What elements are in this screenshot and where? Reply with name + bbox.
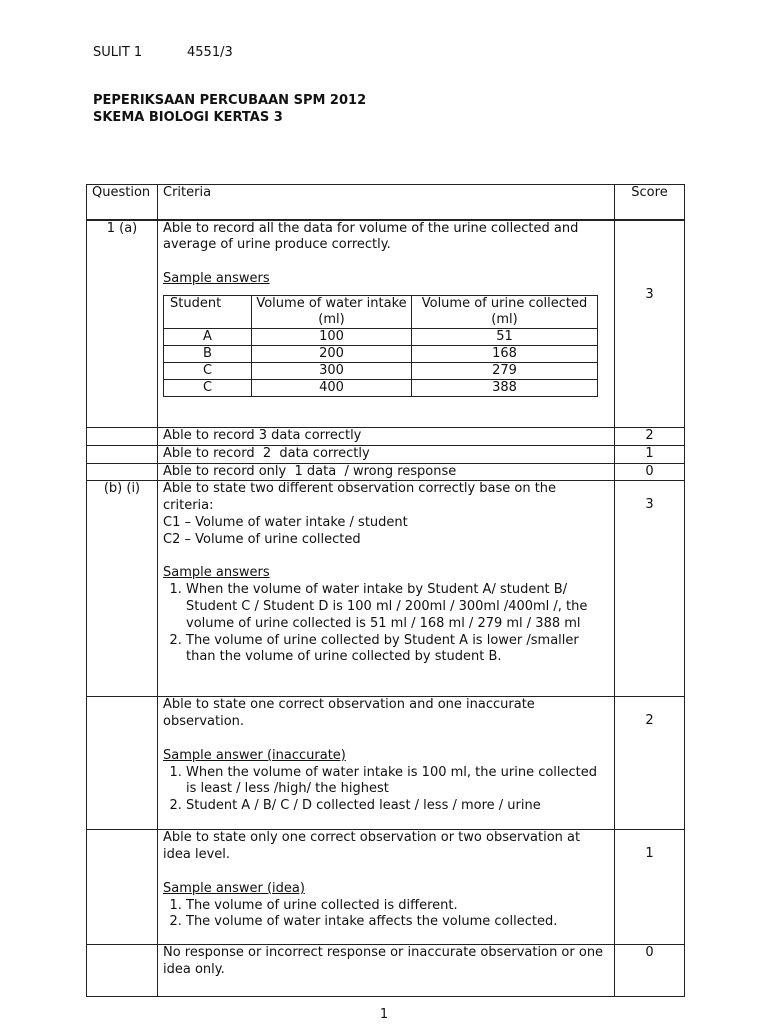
sample-answer-list <box>163 898 609 932</box>
sample-answers-heading: Sample answers <box>163 565 270 581</box>
water-cell: 400 <box>252 379 412 396</box>
criteria-cell <box>158 697 615 830</box>
criteria-text: Able to state two different observation correctly base on the criteria: <box>163 481 557 514</box>
score-cell: 0 <box>615 945 685 997</box>
sample-answer-list <box>163 582 609 666</box>
table-row <box>87 463 685 481</box>
score-cell: 1 <box>615 830 685 945</box>
paper-code: 4551/3 <box>187 45 233 60</box>
list-item: 1. When the volume of water intake is 100 ml, the urine collected is least / less /high/ the highest <box>186 765 609 799</box>
column-header-criteria: Criteria <box>158 185 615 220</box>
sample-answer-list <box>163 765 609 815</box>
title-line-1: PEPERIKSAAN PERCUBAAN SPM 2012 <box>93 93 367 108</box>
student-cell: C <box>164 362 252 379</box>
header-urine-collected: Volume of urine collected (ml) <box>412 295 598 328</box>
column-header-question: Question <box>87 185 158 220</box>
header-water-intake: Volume of water intake (ml) <box>252 295 412 328</box>
table-row <box>164 362 598 379</box>
criteria-text: Able to state one correct observation and one inaccurate observation. <box>163 697 535 730</box>
table-row <box>87 830 685 945</box>
question-number: 1 (a) <box>87 220 158 428</box>
score-cell: 0 <box>615 463 685 481</box>
sample-answer-heading: Sample answer (idea) <box>163 880 305 896</box>
urine-data-table <box>163 295 598 397</box>
document-header <box>93 45 233 62</box>
criteria-cell <box>158 830 615 945</box>
criteria-text: Able to record 3 data correctly <box>158 428 615 446</box>
table-row <box>164 345 598 362</box>
student-cell: A <box>164 328 252 345</box>
student-cell: B <box>164 345 252 362</box>
document-title <box>93 93 366 127</box>
score-cell: 2 <box>615 428 685 446</box>
criteria-cell <box>158 220 615 428</box>
sulit-label: SULIT 1 <box>93 45 143 60</box>
table-row <box>87 428 685 446</box>
sample-answer-heading: Sample answer (inaccurate) <box>163 747 346 763</box>
water-cell: 100 <box>252 328 412 345</box>
table-header-row <box>87 185 685 220</box>
table-row <box>87 445 685 463</box>
urine-data-header <box>164 295 598 328</box>
criterion-c2: C2 – Volume of urine collected <box>163 531 361 547</box>
list-item: 1. When the volume of water intake by Student A/ student B/ Student C / Student D is 100 ml / 200ml / 300ml /400ml /, the volume of urine collected is 51 ml / 168 ml / 279 ml / 388 ml <box>186 582 609 632</box>
list-item: 2. Student A / B/ C / D collected least / less / more / urine <box>186 798 609 815</box>
criteria-text: Able to record only 1 data / wrong response <box>158 463 615 481</box>
urine-cell: 168 <box>412 345 598 362</box>
page-number: 1 <box>379 1007 389 1022</box>
list-item: 2. The volume of urine collected by Student A is lower /smaller than the volume of urine collected by student B. <box>186 633 609 667</box>
score-cell: 3 <box>615 220 685 428</box>
title-line-2: SKEMA BIOLOGI KERTAS 3 <box>93 109 283 125</box>
water-cell: 300 <box>252 362 412 379</box>
water-cell: 200 <box>252 345 412 362</box>
question-number: (b) (i) <box>87 481 158 697</box>
criteria-cell <box>158 481 615 697</box>
table-row <box>164 328 598 345</box>
criteria-text: Able to record 2 data correctly <box>158 445 615 463</box>
table-row <box>87 481 685 697</box>
table-row <box>87 697 685 830</box>
criteria-text: No response or incorrect response or inaccurate observation or one idea only. <box>158 945 615 997</box>
criteria-text: Able to state only one correct observation or two observation at idea level. <box>163 830 581 863</box>
list-item: 2. The volume of water intake affects the volume collected. <box>186 914 609 931</box>
column-header-score: Score <box>615 185 685 220</box>
table-row <box>87 220 685 428</box>
urine-cell: 51 <box>412 328 598 345</box>
score-cell: 1 <box>615 445 685 463</box>
criteria-text: Able to record all the data for volume of the urine collected and average of urine produce correctly. <box>163 220 579 253</box>
table-row <box>87 945 685 997</box>
table-row <box>164 379 598 396</box>
score-cell: 3 <box>615 481 685 697</box>
marking-scheme-table <box>86 184 685 997</box>
criterion-c1: C1 – Volume of water intake / student <box>163 514 408 530</box>
student-cell: C <box>164 379 252 396</box>
score-cell: 2 <box>615 697 685 830</box>
sample-answers-heading: Sample answers <box>163 270 270 286</box>
urine-cell: 279 <box>412 362 598 379</box>
list-item: 1. The volume of urine collected is different. <box>186 898 609 915</box>
header-student: Student <box>164 295 252 328</box>
urine-cell: 388 <box>412 379 598 396</box>
